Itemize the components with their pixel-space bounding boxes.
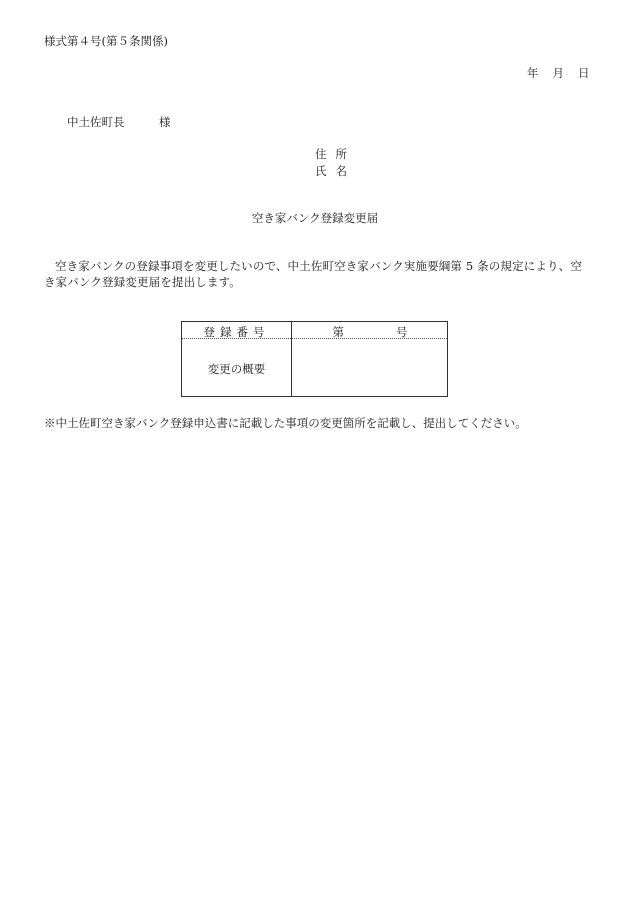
body-paragraph: 空き家バンクの登録事項を変更したいので、中土佐町空き家バンク実施要綱第 5 条の規定により、空き家バンク登録変更届を提出します。 xyxy=(44,259,582,289)
date-day-label: 日 xyxy=(578,66,590,80)
date-year-label: 年 xyxy=(527,66,539,80)
applicant-block xyxy=(315,146,347,180)
registration-number-field[interactable]: 第 号 xyxy=(332,325,408,339)
date-month-label: 月 xyxy=(552,66,564,80)
change-summary-label: 変更の概要 xyxy=(207,362,266,376)
registration-number-label: 登録番号 xyxy=(203,325,270,339)
document-title: 空き家バンク登録変更届 xyxy=(251,211,379,225)
address-label: 住 所 xyxy=(315,147,347,161)
recipient-name: 中土佐町長 xyxy=(67,115,125,129)
change-summary-field[interactable] xyxy=(292,340,448,396)
form-number: 様式第４号(第５条関係) xyxy=(44,34,168,48)
date-line xyxy=(527,65,590,81)
honorific: 様 xyxy=(159,115,171,129)
footnote: ※中土佐町空き家バンク登録申込書に記載した事項の変更箇所を記載し、提出してください。 xyxy=(44,416,527,430)
registration-table xyxy=(181,321,448,397)
addressee xyxy=(67,114,171,130)
name-label: 氏 名 xyxy=(315,164,347,178)
